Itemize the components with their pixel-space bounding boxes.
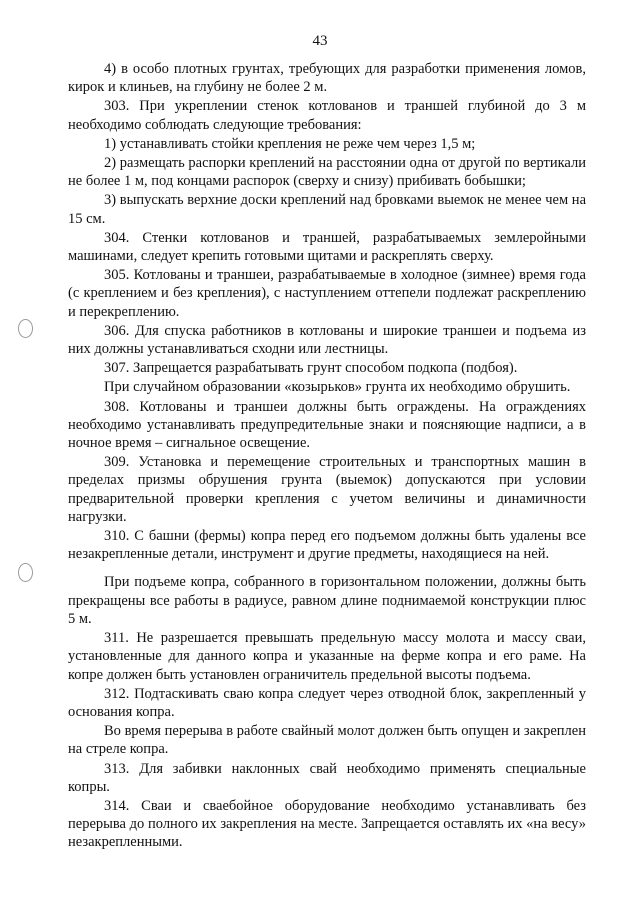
paragraph: 305. Котлованы и траншеи, разрабатываемые в холодное (зимнее) время года (с креплением и без крепления), с наступлением оттепели подлежат раскреплению и перекреплению.: [68, 267, 586, 320]
paragraph: 3) выпускать верхние доски креплений над бровками выемок не менее чем на 15 см.: [68, 192, 586, 227]
paragraph: 310. С башни (фермы) копра перед его подъемом должны быть удалены все незакрепленные детали, инструмент и другие предметы, находящиеся на ней.: [68, 528, 586, 563]
paragraph: При случайном образовании «козырьков» грунта их необходимо обрушить.: [104, 379, 571, 396]
paragraph: 2) размещать распорки креплений на расстоянии одна от другой по вертикали не более 1 м, под концами распорок (сверху и снизу) прибивать бобышки;: [68, 155, 586, 190]
paragraph: 314. Сваи и сваебойное оборудование необходимо устанавливать без перерыва до полного их закрепления на месте. Запрещается оставлять их «на весу» незакрепленными.: [68, 797, 586, 851]
paragraph: 306. Для спуска работников в котлованы и широкие траншеи и подъема из них должны устанавливаться сходни или лестницы.: [68, 322, 586, 358]
paragraph: 311. Не разрешается превышать предельную массу молота и массу сваи, установленные для данного копра и указанные на ферме копра и его раме. На копре должен быть установлен ограничитель предельной высоты подъема.: [68, 630, 586, 683]
binder-hole-top: [18, 319, 33, 338]
paragraph: 303. При укреплении стенок котлованов и траншей глубиной до 3 м необходимо соблюдать следующие требования:: [68, 98, 586, 133]
paragraph: Во время перерыва в работе свайный молот должен быть опущен и закреплен на стреле копра.: [68, 723, 586, 758]
document-body: [68, 60, 586, 852]
binder-hole-bottom: [18, 563, 33, 582]
paragraph: 4) в особо плотных грунтах, требующих для разработки применения ломов, кирок и клиньев, на глубину не более 2 м.: [68, 61, 586, 96]
paragraph: 312. Подтаскивать сваю копра следует через отводной блок, закрепленный у основания копра.: [68, 685, 586, 720]
paragraph: 307. Запрещается разрабатывать грунт способом подкопа (подбоя).: [104, 360, 518, 377]
paragraph: 1) устанавливать стойки крепления не реже чем через 1,5 м;: [104, 135, 476, 152]
paragraph: 304. Стенки котлованов и траншей, разрабатываемых землеройными машинами, следует крепить готовыми щитами и раскреплять сверху.: [68, 229, 586, 265]
paragraph: 313. Для забивки наклонных свай необходимо применять специальные копры.: [68, 760, 586, 795]
page-number: 43: [312, 33, 328, 49]
paragraph: 308. Котлованы и траншеи должны быть ограждены. На ограждениях необходимо устанавливать предупредительные знаки и поясняющие надписи, а в ночное время – сигнальное освещение.: [68, 398, 586, 452]
paragraph: При подъеме копра, собранного в горизонтальном положении, должны быть прекращены все работы в радиусе, равном длине поднимаемой конструкции плюс 5 м.: [68, 574, 586, 627]
paragraph: 309. Установка и перемещение строительных и транспортных машин в пределах призмы обрушения грунта (выемок) допускаются при условии предварительной проверки крепления с учетом величины и динамичности нагрузки.: [68, 454, 586, 525]
